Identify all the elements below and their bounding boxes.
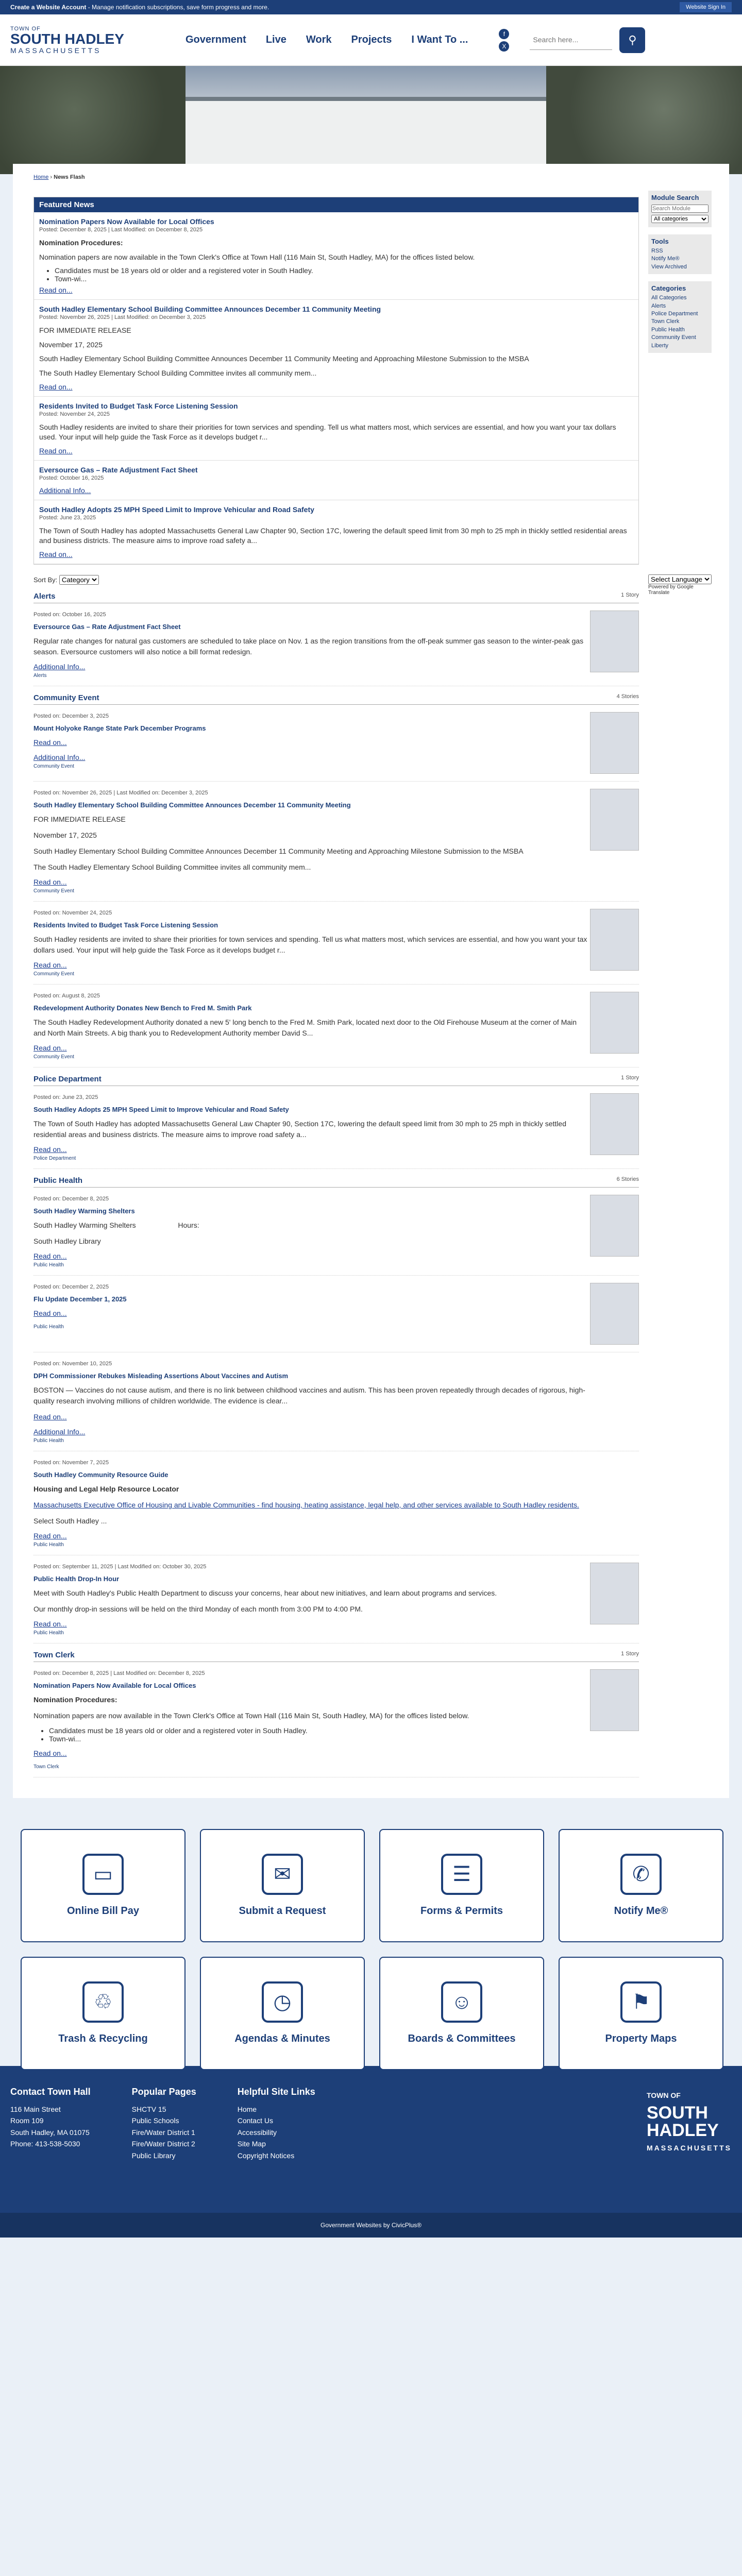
nav-i-want-to[interactable]: I Want To ... (411, 34, 468, 45)
post-date: Posted on: June 23, 2025 (33, 1094, 98, 1100)
news-list-item: • Candidates must be 18 years old or older and a registered voter in South Hadley. (49, 1726, 590, 1735)
read-on-link[interactable]: Read on... (39, 446, 73, 455)
featured-text: Nomination papers are now available in the Town Clerk's Office at Town Hall (116 Main St, South Hadley, MA) for the offices listed below. (39, 252, 475, 261)
news-title[interactable]: South Hadley Elementary School Building Committee Announces December 11 Community Meeting (33, 801, 351, 809)
post-date: Posted on: December 3, 2025 (33, 713, 109, 719)
footer-address: Room 109 (10, 2116, 44, 2125)
news-body: BOSTON — Vaccines do not cause autism, and there is no link between childhood vaccines and autism. This has been proven repeatedly through decades of rigorous, high-quality research involving millions of children worldwide. The evidence is clear... (33, 1385, 585, 1405)
powered-by-translate: Powered by Google Translate (648, 584, 694, 596)
tile-label: Agendas & Minutes (234, 2033, 330, 2045)
additional-info-link[interactable]: Additional Info... (33, 1427, 86, 1436)
news-thumbnail[interactable] (590, 909, 639, 971)
news-item (33, 1555, 639, 1643)
create-account-link[interactable]: Create a Website Account (10, 4, 87, 11)
clock-icon: ◷ (262, 1981, 303, 2023)
story-count: 1 Story (621, 1074, 639, 1081)
tile-label: Forms & Permits (420, 1905, 503, 1917)
footer-address: South Hadley, MA 01075 (10, 2128, 90, 2137)
notify-me-link[interactable]: Notify Me® (651, 256, 680, 262)
news-item (33, 782, 639, 902)
category-alerts (33, 590, 639, 686)
hero-banner (0, 66, 742, 174)
featured-meta: Posted: October 16, 2025 (39, 474, 104, 481)
news-title[interactable]: South Hadley Warming Shelters (33, 1207, 135, 1215)
featured-list (55, 266, 633, 283)
sort-by-label: Sort By: (33, 575, 58, 584)
news-body: The South Hadley Elementary School Building Committee invites all community mem... (33, 862, 311, 871)
module-search-input[interactable] (651, 205, 709, 213)
category-police-department (33, 1073, 639, 1169)
footer-contact-heading: Contact Town Hall (10, 2086, 91, 2097)
request-icon: ✉ (262, 1854, 303, 1895)
tile-submit-request[interactable] (200, 1829, 365, 1942)
post-date: Posted on: November 7, 2025 (33, 1459, 109, 1466)
tile-label: Notify Me® (614, 1905, 668, 1917)
category-header[interactable] (33, 590, 639, 603)
breadcrumb-separator: › (48, 174, 54, 180)
footer-helpful (238, 2087, 315, 2192)
news-item (33, 1451, 639, 1555)
breadcrumb-home[interactable]: Home (33, 174, 49, 180)
news-title[interactable]: Nomination Papers Now Available for Local Offices (33, 1681, 196, 1689)
additional-info-link[interactable]: Additional Info... (33, 662, 86, 671)
category-header[interactable] (33, 1073, 639, 1086)
news-body: South Hadley Elementary School Building Committee Announces December 11 Community Meeting and Approaching Milestone Submission to the MSBA (33, 846, 524, 855)
featured-title[interactable]: South Hadley Adopts 25 MPH Speed Limit to Improve Vehicular and Road Safety (39, 505, 314, 514)
footer-logo-line: MASSACHUSETTS (646, 2143, 732, 2152)
translate-widget (648, 574, 712, 596)
news-list-item: • Town-wi... (49, 1735, 590, 1743)
tile-trash-recycling[interactable] (21, 1957, 185, 2070)
tools-box (648, 234, 712, 274)
tile-forms-permits[interactable] (379, 1829, 544, 1942)
account-notice (10, 4, 269, 11)
featured-text: South Hadley Elementary School Building Committee Announces December 11 Community Meeting and Approaching Milestone Submission to the MSBA (39, 354, 529, 363)
quick-links (0, 1798, 742, 2066)
read-on-link[interactable]: Read on... (39, 382, 73, 391)
featured-list-item: • Candidates must be 18 years old or older and a registered voter in South Hadley. (55, 266, 633, 275)
footer-link[interactable]: Copyright Notices (237, 2151, 295, 2160)
featured-meta: Posted: November 26, 2025 | Last Modified: on December 3, 2025 (39, 314, 206, 321)
news-body: The Town of South Hadley has adopted Massachusetts General Law Chapter 90, Section 17C, lowering the default speed limit from 30 mph to 25 mph in thickly settled residential areas and business districts. The measure aims to improve road safety a... (33, 1119, 566, 1139)
logo-line-3: MASSACHUSETTS (10, 46, 102, 55)
account-notice-text: - Manage notification subscriptions, save form progress and more. (86, 4, 269, 11)
news-body: The South Hadley Redevelopment Authority donated a new 5' long bench to the Fred M. Smith Park, located next door to the Old Firehouse Museum at the corner of Main and North Main Streets. A big thank you to Redevelopment Authority member David S... (33, 1018, 577, 1037)
read-on-link[interactable]: Read on... (33, 1251, 67, 1260)
module-search (648, 191, 712, 227)
news-item (33, 902, 639, 985)
news-thumbnail[interactable] (590, 1283, 639, 1345)
post-date: Posted on: September 11, 2025 | Last Modified on: October 30, 2025 (33, 1563, 207, 1570)
category-tag[interactable]: Community Event (33, 1054, 74, 1060)
news-body: FOR IMMEDIATE RELEASE (33, 815, 126, 823)
categories-heading: Categories (651, 284, 686, 293)
news-title[interactable]: Eversource Gas – Rate Adjustment Fact Sheet (33, 622, 181, 631)
featured-title[interactable]: Nomination Papers Now Available for Local Offices (39, 217, 214, 226)
module-search-heading: Module Search (651, 194, 699, 201)
footer-link[interactable]: Fire/Water District 1 (131, 2128, 195, 2137)
nav-projects[interactable]: Projects (351, 34, 392, 45)
read-on-link[interactable]: Read on... (33, 1309, 67, 1317)
featured-subheading (39, 238, 633, 248)
people-icon: ☺ (441, 1981, 482, 2023)
news-body: Nomination papers are now available in the Town Clerk's Office at Town Hall (116 Main St, South Hadley, MA) for the offices listed below. (33, 1711, 469, 1720)
category-header[interactable] (33, 1649, 639, 1662)
tools-heading: Tools (651, 238, 669, 245)
phone-icon: ✆ (620, 1854, 662, 1895)
footer-address: 116 Main Street (10, 2105, 61, 2113)
featured-title[interactable]: Eversource Gas – Rate Adjustment Fact Sheet (39, 465, 198, 474)
story-count: 1 Story (621, 591, 639, 598)
civicplus-text: Government Websites by CivicPlus® (320, 2221, 422, 2229)
category-tag[interactable]: Community Event (33, 763, 74, 769)
footer-helpful-heading: Helpful Site Links (237, 2086, 315, 2097)
news-title[interactable]: Flu Update December 1, 2025 (33, 1295, 127, 1303)
main-nav (185, 34, 468, 46)
category-name: Police Department (33, 1074, 102, 1083)
news-body: South Hadley residents are invited to share their priorities for town services and spending. Tell us what matters most, which services are essential, and how you want your tax dollars used. Your input will help guide the Task Force as it develops budget r... (33, 935, 587, 954)
site-header (0, 14, 742, 66)
categories-box (648, 281, 712, 353)
tile-notify-me[interactable] (559, 1829, 723, 1942)
news-item (33, 1662, 639, 1777)
featured-item (34, 397, 638, 461)
nav-live[interactable]: Live (265, 34, 286, 45)
tile-label: Online Bill Pay (66, 1905, 140, 1917)
news-body: South Hadley Warming Shelters Hours: (33, 1221, 199, 1229)
news-title[interactable]: South Hadley Community Resource Guide (33, 1470, 168, 1479)
breadcrumb-current: News Flash (54, 174, 85, 180)
news-title[interactable]: Residents Invited to Budget Task Force Listening Session (33, 921, 218, 929)
featured-item (34, 300, 638, 396)
news-item (33, 603, 639, 686)
category-town-clerk (33, 1649, 639, 1777)
news-title[interactable]: Mount Holyoke Range State Park December Programs (33, 724, 206, 732)
news-title[interactable]: Redevelopment Authority Donates New Bench to Fred M. Smith Park (33, 1004, 252, 1012)
featured-item (34, 212, 638, 300)
footer-logo-line: SOUTH (646, 2103, 708, 2123)
news-thumbnail[interactable] (590, 1669, 639, 1731)
read-on-link[interactable]: Read on... (33, 1619, 67, 1628)
sidebar-category[interactable]: Town Clerk (651, 318, 680, 325)
story-count: 6 Stories (616, 1176, 639, 1182)
banner-building (185, 97, 546, 174)
footer-link[interactable]: Site Map (237, 2140, 266, 2148)
news-body: Our monthly drop-in sessions will be held on the third Monday of each month from 3:00 PM to 4:00 PM. (33, 1604, 363, 1613)
post-date: Posted on: August 8, 2025 (33, 992, 100, 999)
view-archived-link[interactable]: View Archived (651, 263, 687, 270)
read-on-link[interactable]: Read on... (33, 738, 67, 747)
featured-meta: Posted: November 24, 2025 (39, 411, 110, 417)
category-tag[interactable]: Town Clerk (33, 1764, 59, 1770)
sidebar (648, 191, 712, 1777)
tile-agendas-minutes[interactable] (200, 1957, 365, 2070)
clipboard-icon: ☰ (441, 1854, 482, 1895)
featured-meta: Posted: December 8, 2025 | Last Modified: on December 8, 2025 (39, 227, 203, 233)
category-tag[interactable]: Public Health (33, 1541, 64, 1548)
main-content (13, 164, 729, 1798)
news-body: Meet with South Hadley's Public Health Department to discuss your concerns, hear about new initiatives, and learn about programs and services. (33, 1588, 497, 1597)
featured-subheading-text: Nomination Procedures: (39, 239, 123, 247)
category-name: Community Event (33, 693, 99, 702)
footer-popular (132, 2087, 196, 2192)
category-tag[interactable]: Public Health (33, 1262, 64, 1268)
news-title[interactable]: Public Health Drop-In Hour (33, 1574, 120, 1583)
featured-text: FOR IMMEDIATE RELEASE (39, 326, 131, 335)
sort-by-select[interactable] (59, 575, 99, 585)
tile-property-maps[interactable] (559, 1957, 723, 2070)
sidebar-category[interactable]: Community Event (651, 334, 696, 341)
footer-link[interactable]: Accessibility (237, 2128, 277, 2137)
read-on-link[interactable]: Read on... (33, 960, 67, 969)
website-sign-in-button[interactable]: Website Sign In (680, 2, 732, 12)
post-date: Posted on: December 8, 2025 | Last Modified on: December 8, 2025 (33, 1670, 205, 1676)
social-links (499, 29, 509, 52)
story-count: 4 Stories (616, 693, 639, 700)
banner-tree-left (0, 66, 185, 174)
tile-label: Boards & Committees (408, 2033, 516, 2045)
news-body: Nomination Procedures: (33, 1695, 117, 1704)
news-title[interactable]: DPH Commissioner Rebukes Misleading Assertions About Vaccines and Autism (33, 1371, 289, 1380)
tile-label: Trash & Recycling (58, 2033, 148, 2045)
footer-logo-line: TOWN OF (646, 2091, 681, 2099)
post-date: Posted on: November 10, 2025 (33, 1360, 112, 1367)
sidebar-category[interactable]: Alerts (651, 302, 666, 309)
footer-logo-line: HADLEY (646, 2120, 719, 2140)
footer-contact (10, 2087, 91, 2192)
tile-boards-committees[interactable] (379, 1957, 544, 2070)
news-body: Regular rate changes for natural gas customers are scheduled to take place on Nov. 1 as the region transitions from the off-peak summer gas season to the winter-peak gas season. Eversource customers will also notice a bill format redesign. (33, 636, 584, 656)
featured-news (33, 197, 639, 565)
story-count: 1 Story (621, 1650, 639, 1657)
news-item (33, 1086, 639, 1169)
search-icon[interactable]: ⚲ (619, 27, 645, 53)
category-name: Alerts (33, 591, 56, 601)
site-footer (0, 2066, 742, 2213)
featured-text: The Town of South Hadley has adopted Massachusetts General Law Chapter 90, Section 17C, lowering the default speed limit from 30 mph to 25 mph in thickly settled residential areas and business districts. The measure aims to improve road safety a... (39, 526, 627, 545)
wallet-icon: ▭ (82, 1854, 124, 1895)
news-thumbnail[interactable] (590, 1195, 639, 1257)
featured-item (34, 500, 638, 564)
read-on-link[interactable]: Read on... (33, 1145, 67, 1154)
footer-link[interactable]: Home (237, 2105, 257, 2113)
footer-link[interactable]: Contact Us (237, 2116, 273, 2125)
footer-popular-heading: Popular Pages (131, 2086, 196, 2097)
x-icon[interactable]: X (499, 41, 509, 52)
category-public-health (33, 1174, 639, 1643)
category-tag[interactable]: Police Department (33, 1155, 76, 1161)
featured-text: South Hadley residents are invited to share their priorities for town services and spending. Tell us what matters most, which services are essential, and how you want your tax dollars used. Your input will help guide the Task Force as it develops budget r... (39, 422, 616, 442)
nav-government[interactable]: Government (185, 34, 246, 45)
sort-by (33, 575, 639, 585)
featured-text: November 17, 2025 (39, 340, 103, 349)
sidebar-category[interactable]: Public Health (651, 326, 685, 333)
resource-link[interactable]: Massachusetts Executive Office of Housing and Livable Communities - find housing, heating assistance, legal help, and other services available to South Hadley residents. (33, 1500, 579, 1509)
news-thumbnail[interactable] (590, 712, 639, 774)
category-tag[interactable]: Community Event (33, 888, 74, 894)
logo-line-2: SOUTH HADLEY (10, 30, 124, 47)
sidebar-category[interactable]: Liberty (651, 342, 669, 349)
news-thumbnail[interactable] (590, 789, 639, 851)
additional-info-link[interactable]: Additional Info... (33, 753, 86, 761)
footer-phone: Phone: 413-538-5030 (10, 2140, 80, 2148)
category-name: Public Health (33, 1176, 83, 1185)
search-input[interactable] (530, 30, 612, 50)
tile-label: Property Maps (605, 2033, 677, 2045)
featured-title[interactable]: Residents Invited to Budget Task Force Listening Session (39, 401, 238, 410)
trash-icon: ♲ (82, 1981, 124, 2023)
breadcrumb (33, 174, 709, 180)
tile-online-bill-pay[interactable] (21, 1829, 185, 1942)
news-thumbnail[interactable] (590, 992, 639, 1054)
featured-item (34, 461, 638, 500)
news-thumbnail[interactable] (590, 611, 639, 672)
featured-list-item: • Town-wi... (55, 275, 633, 283)
featured-title[interactable]: South Hadley Elementary School Building Committee Announces December 11 Community Meeting (39, 305, 381, 314)
featured-meta: Posted: June 23, 2025 (39, 514, 96, 521)
category-header[interactable] (33, 1174, 639, 1188)
news-item (33, 705, 639, 782)
read-on-link[interactable]: Read on... (39, 550, 73, 558)
news-item (33, 1188, 639, 1276)
featured-heading: Featured News (34, 197, 638, 212)
news-body: South Hadley Library (33, 1236, 101, 1245)
read-on-link[interactable]: Read on... (33, 1043, 67, 1052)
language-select[interactable] (648, 574, 712, 584)
read-on-link[interactable]: Read on... (33, 1749, 67, 1757)
additional-info-link[interactable]: Additional Info... (39, 486, 91, 495)
civicplus-bar[interactable] (0, 2213, 742, 2238)
footer-link[interactable]: Fire/Water District 2 (131, 2140, 195, 2148)
news-title[interactable]: South Hadley Adopts 25 MPH Speed Limit to Improve Vehicular and Road Safety (33, 1105, 289, 1113)
nav-work[interactable]: Work (306, 34, 332, 45)
featured-text: The South Hadley Elementary School Building Committee invites all community mem... (39, 368, 317, 377)
post-date: Posted on: November 26, 2025 | Last Modified on: December 3, 2025 (33, 789, 208, 796)
category-tag[interactable]: Public Health (33, 1324, 64, 1330)
post-date: Posted on: December 8, 2025 (33, 1195, 109, 1202)
site-logo[interactable] (10, 26, 165, 55)
news-thumbnail[interactable] (590, 1093, 639, 1155)
tile-label: Submit a Request (239, 1905, 326, 1917)
top-bar (0, 0, 742, 14)
map-icon: ⚑ (620, 1981, 662, 2023)
news-item (33, 1276, 639, 1352)
read-on-link[interactable]: Read on... (33, 1412, 67, 1421)
site-search (530, 27, 645, 53)
news-item (33, 985, 639, 1067)
sidebar-category[interactable]: All Categories (651, 295, 687, 301)
news-body: November 17, 2025 (33, 831, 97, 839)
footer-link[interactable]: SHCTV 15 (131, 2105, 166, 2113)
read-on-link[interactable]: Read on... (33, 877, 67, 886)
logo-line-1: TOWN OF (10, 25, 41, 32)
read-on-link[interactable]: Read on... (33, 1531, 67, 1540)
news-body: Housing and Legal Help Resource Locator (33, 1484, 179, 1493)
sidebar-category[interactable]: Police Department (651, 310, 698, 317)
category-header[interactable] (33, 691, 639, 705)
footer-link[interactable]: Public Library (131, 2151, 176, 2160)
category-name: Town Clerk (33, 1650, 75, 1659)
news-body: Select South Hadley ... (33, 1516, 107, 1525)
read-on-link[interactable]: Read on... (39, 286, 73, 295)
banner-tree-right (546, 66, 742, 174)
post-date: Posted on: November 24, 2025 (33, 909, 112, 916)
footer-logo[interactable] (647, 2087, 732, 2192)
module-category-select[interactable] (651, 215, 709, 223)
news-item (33, 1352, 639, 1451)
category-tag[interactable]: Alerts (33, 672, 47, 679)
facebook-icon[interactable]: f (499, 29, 509, 39)
category-tag[interactable]: Community Event (33, 971, 74, 977)
rss-link[interactable]: RSS (651, 248, 663, 254)
category-tag[interactable]: Public Health (33, 1437, 64, 1444)
news-flash-content (33, 191, 639, 1777)
post-date: Posted on: December 2, 2025 (33, 1283, 109, 1290)
post-date: Posted on: October 16, 2025 (33, 611, 106, 618)
category-community-event (33, 691, 639, 1067)
news-thumbnail[interactable] (590, 1563, 639, 1624)
category-tag[interactable]: Public Health (33, 1630, 64, 1636)
footer-link[interactable]: Public Schools (131, 2116, 179, 2125)
